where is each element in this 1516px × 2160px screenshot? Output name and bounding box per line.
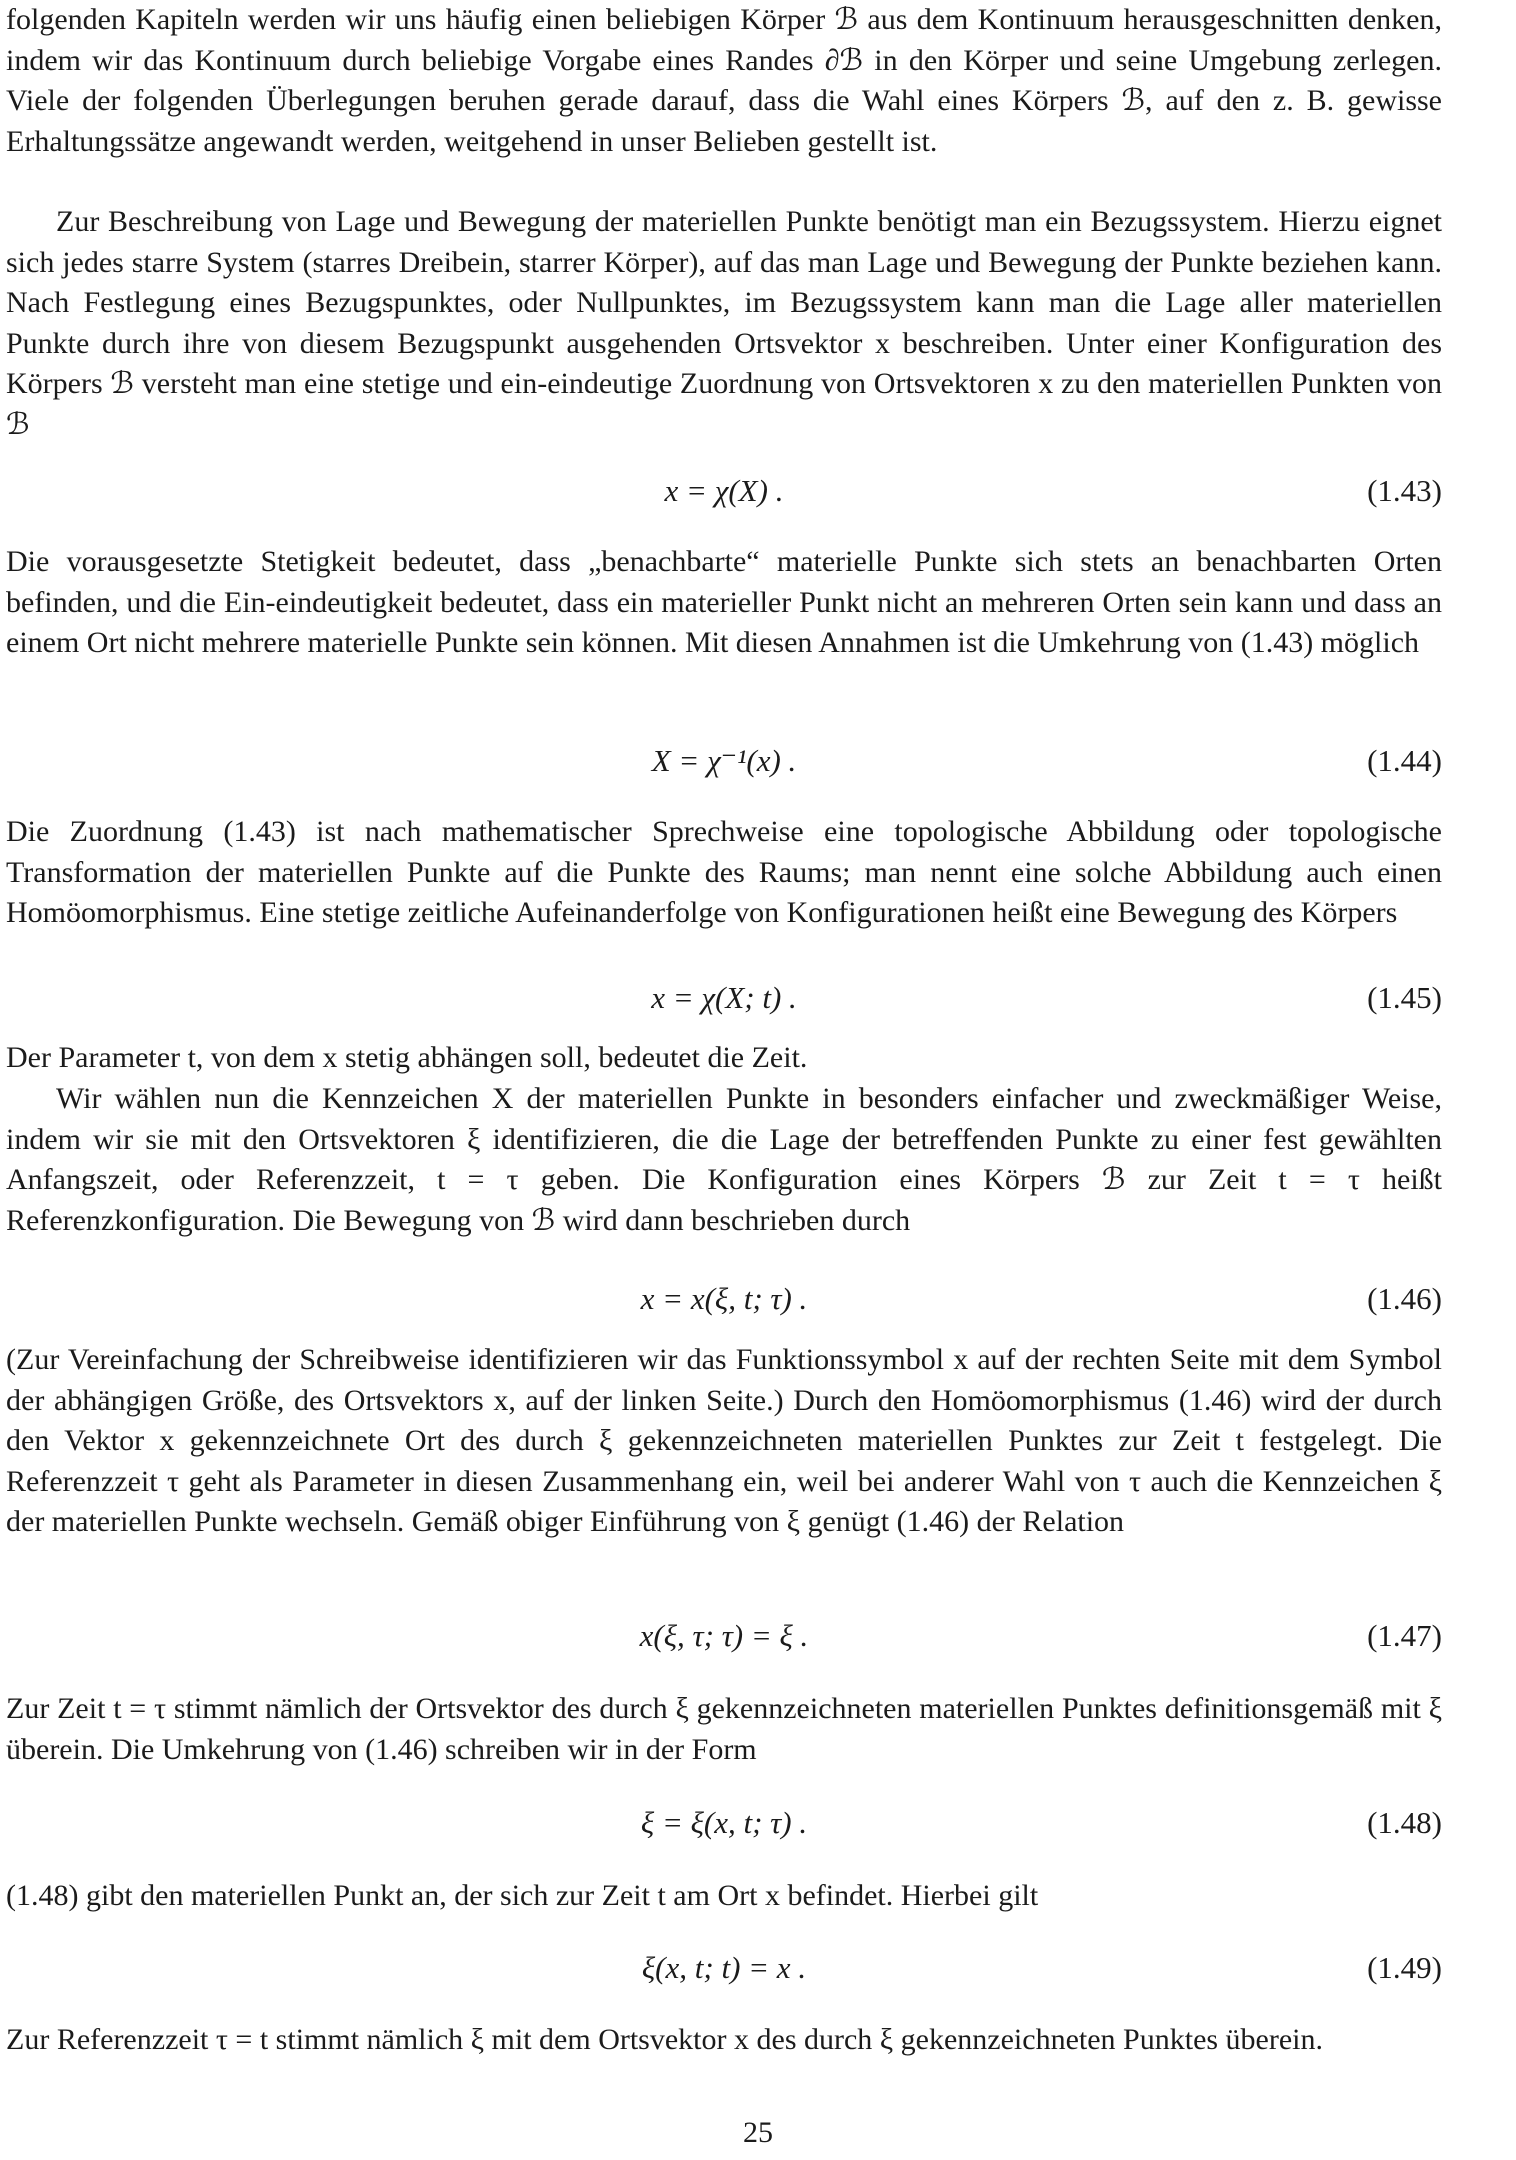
equation-number: (1.49): [1367, 1950, 1442, 1985]
paragraph-referenzzeit: Zur Referenzzeit τ = t stimmt nämlich ξ mit dem Ortsvektor x des durch ξ gekennzeichneten Punktes überein.: [6, 2023, 1324, 2056]
paragraph-koerper-herausgeschnitten: folgenden Kapiteln werden wir uns häufig einen beliebigen Körper ℬ aus dem Kontinuum herausgeschnitten denken, indem wir das Kontinuum durch beliebige Vorgabe eines Randes ∂ℬ in den Körper und seine Umgebung zerlegen. Viele der folgenden Überlegungen beruhen gerade darauf, dass die Wahl eines Körpers ℬ, auf den z. B. gewisse Erhaltungssätze angewandt werden, weitgehend in unser Belieben gestellt ist.: [6, 3, 1442, 158]
paragraph-referenzkonfiguration: Wir wählen nun die Kennzeichen X der materiellen Punkte in besonders einfacher und zweckmäßiger Weise, indem wir sie mit den Ortsvektoren ξ identifizieren, die die Lage der betreffenden Punkte zu einer fest gewählten Anfangszeit, oder Referenzzeit, t = τ geben. Die Konfiguration eines Körpers ℬ zur Zeit t = τ heißt Referenzkonfiguration. Die Bewegung von ℬ wird dann beschrieben durch: [6, 1082, 1442, 1237]
paragraph-umkehrung: Zur Zeit t = τ stimmt nämlich der Ortsvektor des durch ξ gekennzeichneten materiellen Punktes definitionsgemäß mit ξ überein. Die Umkehrung von (1.46) schreiben wir in der Form: [6, 1692, 1442, 1766]
equation-1-44: [6, 743, 1442, 787]
equation-formula: ξ(x, t; t) = x .: [641, 1950, 807, 1985]
equation-formula: x = χ(X; t) .: [651, 980, 797, 1015]
equation-1-46: [6, 1281, 1442, 1325]
equation-formula: x(ξ, τ; τ) = ξ .: [639, 1618, 809, 1653]
equation-1-49: [6, 1950, 1442, 1994]
paragraph-parameter-zeit: Der Parameter t, von dem x stetig abhängen soll, bedeutet die Zeit.: [6, 1041, 808, 1074]
equation-formula: X = χ⁻¹(x) .: [651, 743, 797, 778]
equation-number: (1.48): [1367, 1805, 1442, 1840]
paragraph-vereinfachung: (Zur Vereinfachung der Schreibweise identifizieren wir das Funktionssymbol x auf der rechten Seite mit dem Symbol der abhängigen Größe, des Ortsvektors x, auf der linken Seite.) Durch den Homöomorphismus (1.46) wird der durch den Vektor x gekennzeichnete Ort des durch ξ gekennzeichneten materiellen Punktes zur Zeit t festgelegt. Die Referenzzeit τ geht als Parameter in diesen Zusammenhang ein, weil bei anderer Wahl von τ auch die Kennzeichen ξ der materiellen Punkte wechseln. Gemäß obiger Einführung von ξ genügt (1.46) der Relation: [6, 1343, 1442, 1538]
equation-1-45: [6, 980, 1442, 1024]
paragraph-homoeomorphismus: Die Zuordnung (1.43) ist nach mathematischer Sprechweise eine topologische Abbildung oder topologische Transformation der materiellen Punkte auf die Punkte des Raums; man nennt eine solche Abbildung auch einen Homöomorphismus. Eine stetige zeitliche Aufeinanderfolge von Konfigurationen heißt eine Bewegung des Körpers: [6, 815, 1442, 929]
equation-1-43: [6, 473, 1442, 517]
equation-1-48: [6, 1805, 1442, 1849]
equation-number: (1.44): [1367, 743, 1442, 778]
paragraph-stetigkeit: Die vorausgesetzte Stetigkeit bedeutet, dass „benachbarte“ materielle Punkte sich stets an benachbarten Orten befinden, und die Ein-eindeutigkeit bedeutet, dass ein materieller Punkt nicht an mehreren Orten sein kann und dass an einem Ort nicht mehrere materielle Punkte sein können. Mit diesen Annahmen ist die Umkehrung von (1.43) möglich: [6, 545, 1442, 659]
equation-number: (1.47): [1367, 1618, 1442, 1653]
equation-number: (1.45): [1367, 980, 1442, 1015]
equation-formula: x = x(ξ, t; τ) .: [640, 1281, 808, 1316]
equation-number: (1.46): [1367, 1281, 1442, 1316]
paragraph-bezugssystem: Zur Beschreibung von Lage und Bewegung der materiellen Punkte benötigt man ein Bezugssystem. Hierzu eignet sich jedes starre System (starres Dreibein, starrer Körper), auf das man Lage und Bewegung der Punkte beziehen kann. Nach Festlegung eines Bezugspunktes, oder Nullpunktes, im Bezugssystem kann man die Lage aller materiellen Punkte durch ihre von diesem Bezugspunkt ausgehenden Ortsvektor x beschreiben. Unter einer Konfiguration des Körpers ℬ versteht man eine stetige und ein-eindeutige Zuordnung von Ortsvektoren x zu den materiellen Punkten von ℬ: [6, 205, 1442, 441]
equation-number: (1.43): [1367, 473, 1442, 508]
page-number: 25: [743, 2116, 773, 2149]
paragraph-materieller-punkt: (1.48) gibt den materiellen Punkt an, der sich zur Zeit t am Ort x befindet. Hierbei gilt: [6, 1879, 1039, 1912]
equation-formula: x = χ(X) .: [664, 473, 784, 508]
equation-formula: ξ = ξ(x, t; τ) .: [640, 1805, 808, 1840]
equation-1-47: [6, 1618, 1442, 1662]
